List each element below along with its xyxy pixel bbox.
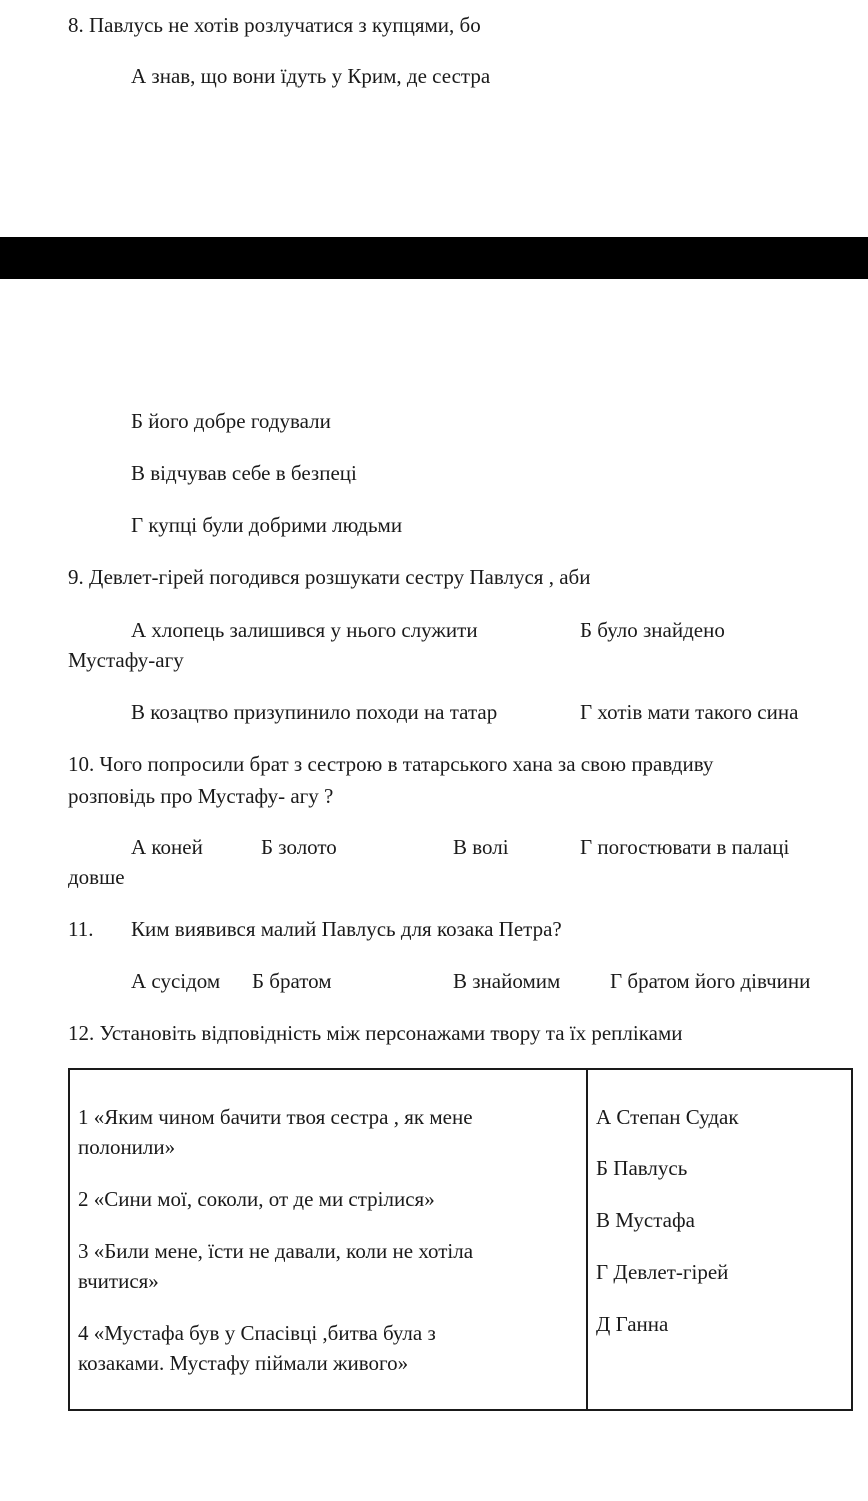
q8-option-c: В відчував себе в безпеці xyxy=(131,461,357,485)
q9-option-c: В козацтво призупинило походи на татар xyxy=(131,700,498,724)
quote-1: 1 «Яким чином бачити твоя сестра , як мене xyxy=(78,1105,473,1129)
character-e: Д Ганна xyxy=(596,1312,669,1336)
q10-option-a: А коней xyxy=(131,835,203,859)
q10-question-cont: розповідь про Мустафу- агу ? xyxy=(68,784,334,808)
character-b: Б Павлусь xyxy=(596,1156,688,1180)
q10-question: 10. Чого попросили брат з сестрою в татарського хана за свою правдиву xyxy=(68,752,714,776)
character-c: В Мустафа xyxy=(596,1208,695,1232)
q9-option-d: Г хотів мати такого сина xyxy=(580,700,799,724)
q11-question: Ким виявився малий Павлусь для козака Петра? xyxy=(131,917,562,941)
q11-option-c: В знайомим xyxy=(453,969,561,993)
quote-3-cont: вчитися» xyxy=(78,1269,159,1293)
q9-option-b-cont: Мустафу-агу xyxy=(68,648,184,672)
quote-2: 2 «Сини мої, соколи, от де ми стрілися» xyxy=(78,1187,435,1211)
quote-1-cont: полонили» xyxy=(78,1135,176,1159)
q10-option-c: В волі xyxy=(453,835,509,859)
q12-question: 12. Установіть відповідність між персонажами твору та їх репліками xyxy=(68,1021,683,1045)
q8-option-a: А знав, що вони їдуть у Крим, де сестра xyxy=(131,64,491,88)
q11-option-a: А сусідом xyxy=(131,969,221,993)
character-a: А Степан Судак xyxy=(596,1105,739,1129)
q10-option-d: Г погостювати в палаці xyxy=(580,835,790,859)
quote-3: 3 «Били мене, їсти не давали, коли не хотіла xyxy=(78,1239,474,1263)
q10-option-d-cont: довше xyxy=(68,865,125,889)
quote-4: 4 «Мустафа був у Спасівці ,битва була з xyxy=(78,1321,436,1345)
q8-option-d: Г купці були добрими людьми xyxy=(131,513,403,537)
redaction-bar xyxy=(0,237,868,279)
quote-4-cont: козаками. Мустафу піймали живого» xyxy=(78,1351,409,1375)
q9-option-b: Б було знайдено xyxy=(580,618,725,642)
q11-option-b: Б братом xyxy=(252,969,332,993)
table-divider xyxy=(586,1070,588,1409)
q9-option-a: А хлопець залишився у нього служити xyxy=(131,618,478,642)
q11-option-d: Г братом його дівчини xyxy=(610,969,811,993)
q8-question: 8. Павлусь не хотів розлучатися з купцями, бо xyxy=(68,13,481,37)
q8-option-b: Б його добре годували xyxy=(131,409,331,433)
character-d: Г Девлет-гірей xyxy=(596,1260,729,1284)
q9-question: 9. Девлет-гірей погодився розшукати сестру Павлуся , аби xyxy=(68,565,591,589)
q10-option-b: Б золото xyxy=(261,835,337,859)
q11-number: 11. xyxy=(68,917,94,941)
